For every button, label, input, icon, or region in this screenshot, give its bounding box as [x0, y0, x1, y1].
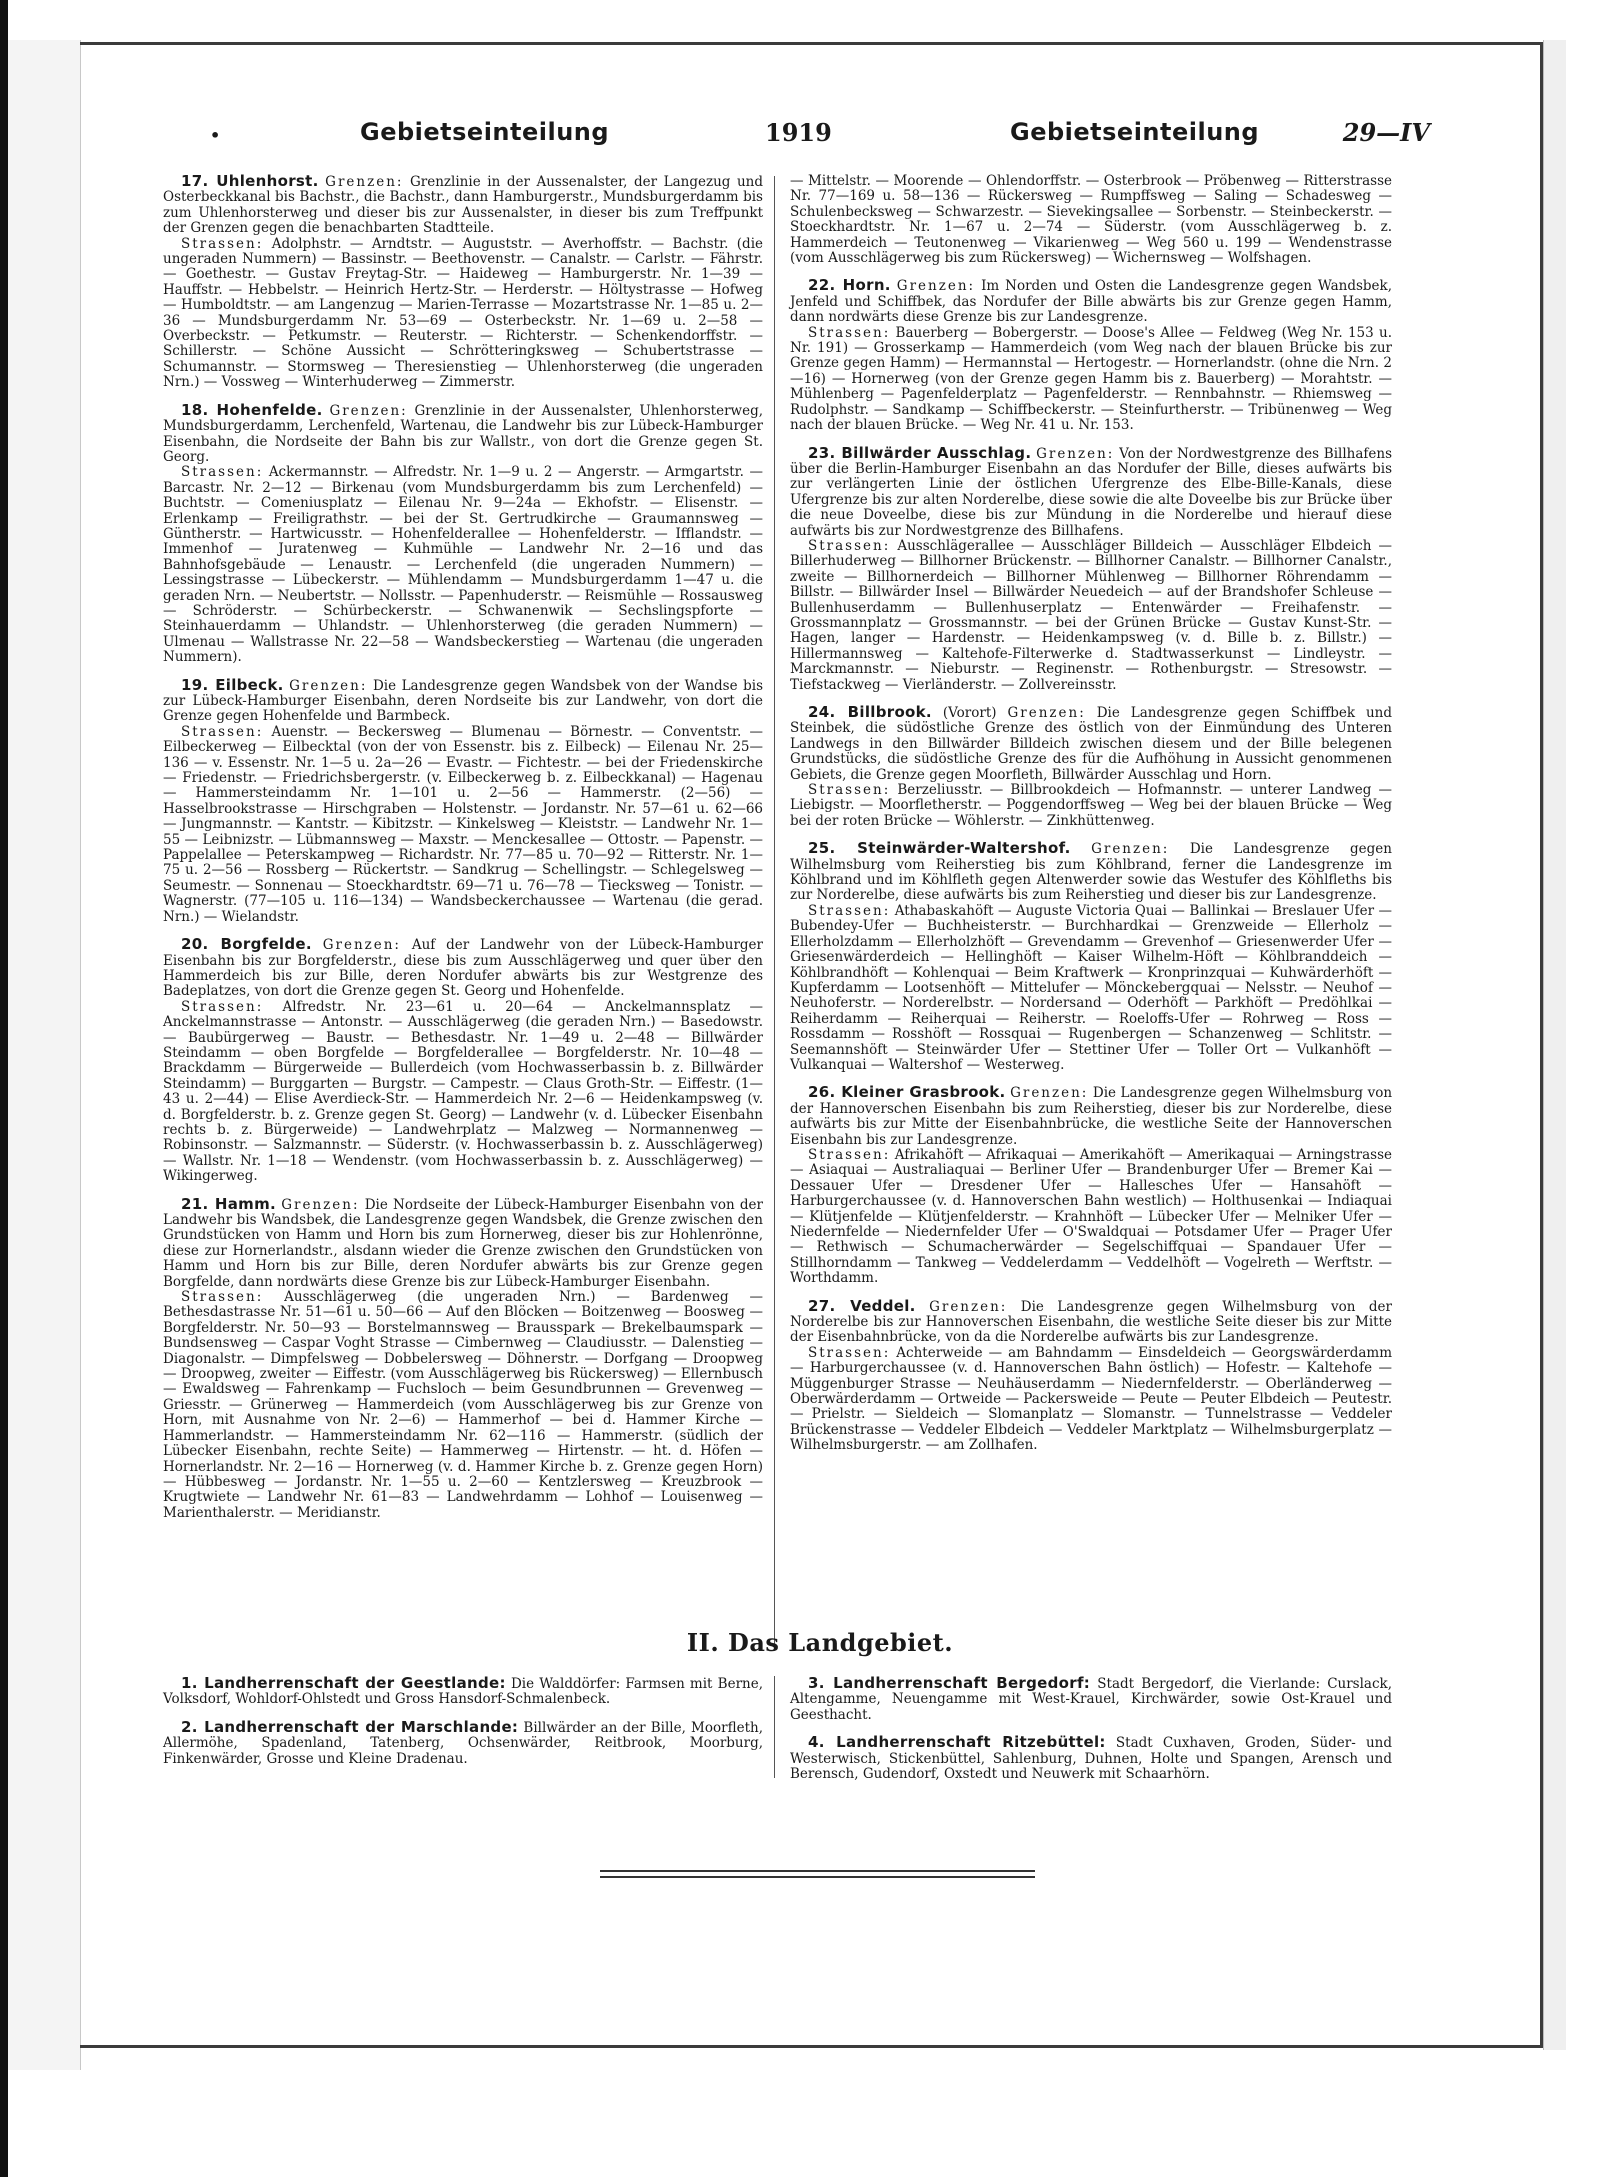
district-name: 22. Horn. [808, 276, 891, 295]
district-name: 17. Uhlenhorst. [181, 172, 319, 190]
left-column [163, 174, 763, 1533]
page-number: 29—IV [1342, 118, 1430, 147]
district-grenzen: 19. Eilbeck. Grenzen: Die Landesgrenze gegen Wandsbek von der Wandse bis zur Lübeck-Hamburger Eisenbahn, deren Nordseite bis zur Landwehr, von dort die Grenze gegen Hohenfelde und Barmbeck. [163, 675, 763, 725]
column-rule [774, 176, 775, 1646]
landherrenschaft-3: 3. Landherrenschaft Bergedorf: Stadt Bergedorf, die Vierlande: Curslack, Altengamme, Neuengamme mit West-Krauel, Kirchwärder, sowie Ost-Krauel und Geesthacht. [790, 1674, 1392, 1723]
landherrenschaft-name: 3. Landherrenschaft Bergedorf: [808, 1674, 1091, 1692]
section-title: II. Das Landgebiet. [686, 1628, 954, 1657]
end-rule-bottom [600, 1876, 1035, 1878]
header-right-title: Gebietseinteilung [1010, 118, 1260, 146]
district-name: 25. Steinwärder-Waltershof. [808, 839, 1071, 858]
district-name: 26. Kleiner Grasbrook. [808, 1083, 1006, 1102]
district-23 [790, 443, 1393, 694]
district-name: 19. Eilbeck. [181, 675, 284, 694]
landherrenschaft-4: 4. Landherrenschaft Ritzebüttel: Stadt Cuxhaven, Groden, Süder- und Westerwisch, Stickenbüttel, Sahlenburg, Duhnen, Holte und Spangen, Arensch und Berensch, Gudendorf, Oxstedt und Neuwerk mit Schaarhörn. [790, 1733, 1392, 1783]
landherrenschaft-name: 2. Landherrenschaft der Marschlande: [181, 1717, 519, 1736]
district-19 [163, 675, 763, 926]
header-left-title: Gebietseinteilung [360, 118, 610, 146]
district-name: 20. Borgfelde. [181, 935, 312, 954]
landherrenschaft-name: 1. Landherrenschaft der Geestlande: [181, 1674, 506, 1692]
landgebiet-column-rule [774, 1676, 775, 1778]
landherrenschaft-1: 1. Landherrenschaft der Geestlande: Die Walddörfer: Farmsen mit Berne, Volksdorf, Wohldorf-Ohlstedt und Gross Hansdorf-Schmalenbeck. [163, 1674, 763, 1708]
district-strassen: Strassen: Bauerberg — Bobergerstr. — Doose's Allee — Feldweg (Weg Nr. 153 u. Nr. 191) — Grosserkamp — Hammerdeich (vom Weg nach der blauen Brücke bis zur Grenze gegen Hamm) — Hermannstal — Hertogestr. — Hornerlandstr. (ohne die Nrn. 2—16) — Hornerweg (von der Grenze gegen Hamm bis z. Bauerberg) — Morahtstr. — Mühlenberg — Pagenfelderplatz — Pagenfelderstr. — Rennbahnstr. — Rhiemsweg — Rudolphstr. — Sandkamp — Schiffbeckerstr. — Steinfurtherstr. — Tribünenweg — Weg nach der blauen Brücke. — Weg Nr. 41 u. Nr. 153. [790, 324, 1392, 434]
district-27 [790, 1296, 1392, 1454]
continued-streets: — Mittelstr. — Moorende — Ohlendorffstr. — Osterbrook — Pröbenweg — Ritterstrasse Nr. 77—169 u. 58—136 — Rückersweg — Rumpffsweg — Saling — Schadesweg — Schulenbecksweg — Schwarzestr. — Sievekingsallee — Sorbenstr. — Steinbeckerstr. — Stoeckhardtstr. Nr. 1—67 u. 2—74 — Süderstr. (vom Ausschlägerweg b. z. Hammerdeich — Teutonenweg — Vikarienweg — Weg 560 u. 199 — Wendenstrasse (vom Ausschlägerweg bis zum Rückersweg) — Wichernsweg — Wolfshagen. [790, 173, 1392, 267]
district-20 [163, 937, 763, 1185]
district-name: 27. Veddel. [808, 1296, 916, 1315]
landgebiet-right [790, 1676, 1392, 1794]
district-name: 18. Hohenfelde. [181, 400, 323, 419]
district-grenzen: 25. Steinwärder-Waltershof. Grenzen: Die Landesgrenze gegen Wilhelmsburg vom Reiherstieg bis zum Köhlbrand, ferner die Landesgrenze im Köhlbrand und im Köhlfleth gegen Altenwerder sowie das Westufer des Köhlfleths bis zur Norderelbe, diese aufwärts bis zum Reiherstieg und dieser bis zur Landesgrenze. [790, 839, 1392, 904]
header-year: 1919 [765, 118, 832, 147]
scan-edge [0, 0, 8, 2177]
page-edge-shadow [1543, 40, 1566, 2050]
district-21-continued [790, 174, 1392, 266]
district-26 [790, 1085, 1392, 1286]
district-strassen: Strassen: Auenstr. — Beckersweg — Blumenau — Börnestr. — Conventstr. — Eilbeckerweg — Eilbecktal (von der von Essenstr. bis z. Eilbeck) — Eilenau Nr. 25—136 — v. Essenstr. Nr. 1—5 u. 2a—26 — Evastr. — Fichtestr. — bei der Friedenskirche — Friedenstr. — Friedrichsbergerstr. (v. Eilbeckerweg b. z. Eilbeckkanal) — Hagenau — Hammersteindamm Nr. 1—101 u. 2—56 — Hammerstr. (2—56) — Hasselbrookstrasse — Hirschgraben — Holstenstr. — Jordanstr. Nr. 57—61 u. 62—66 — Jungmannstr. — Kantstr. — Kibitzstr. — Kinkelsweg — Kleiststr. — Landwehr Nr. 1—55 — Leibnizstr. — Lübmannsweg — Maxstr. — Menckesallee — Ottostr. — Papenstr. — Pappelallee — Peterskampweg — Richardstr. Nr. 77—85 u. 70—92 — Ritterstr. Nr. 1—75 u. 2—56 — Rossberg — Rückertstr. — Sandkrug — Schellingstr. — Schlegelsweg — Seumestr. — Sonnenau — Stoeckhardtstr. 69—71 u. 76—78 — Tiecksweg — Tonistr. — Wagnerstr. (77—105 u. 116—134) — Wandsbeckerchaussee — Wartenau (die gerad. Nrn.) — Wielandstr. [163, 723, 763, 925]
district-strassen: Strassen: Alfredstr. Nr. 23—61 u. 20—64 — Anckelmannsplatz — Anckelmannstrasse — Antonstr. — Ausschlägerweg (die geraden Nrn.) — Basedowstr. — Baubürgerweg — Baustr. — Bethesdastr. Nr. 1—49 u. 2—48 — Billwärder Steindamm — oben Borgfelde — Borgfelderallee — Borgfelderstr. Nr. 10—48 — Brackdamm — Bürgerweide — Bullerdeich (vom Hochwasserbassin b. z. Billwärder Steindamm) — Burggarten — Burgstr. — Campestr. — Claus Groth-Str. — Eiffestr. (1—43 u. 2—44) — Elise Averdieck-Str. — Hammerdeich Nr. 2—6 — Heidenkampsweg (v. d. Borgfelderstr. b. z. Grenze gegen St. Georg) — Landwehr (v. d. Lübecker Eisenbahn rechts b. z. Bürgerweide) — Landwehrplatz — Malzweg — Normannenweg — Robinsonstr. — Salzmannstr. — Süderstr. (v. Hochwasserbassin b. z. Ausschlägerweg) — Wallstr. Nr. 1—18 — Wendenstr. (vom Hochwasserbassin b. z. Ausschlägerweg) — Wikingerweg. [163, 998, 763, 1185]
district-strassen: Strassen: Berzeliusstr. — Billbrookdeich — Hofmannstr. — unterer Landweg — Liebigstr. — Moorfletherstr. — Poggendorffsweg — Weg bei der blauen Brücke — Weg bei der roten Brücke — Wöhlerstr. — Zinkhüttenweg. [790, 782, 1392, 829]
district-grenzen: 18. Hohenfelde. Grenzen: Grenzlinie in der Aussenalster, Uhlenhorsterweg, Mundsburgerdamm, Lerchenfeld, Wartenau, die Landwehr bis zur Lübeck-Hamburger Eisenbahn, die Nordseite der Bahn bis zur Wallstr., von dort die Grenze gegen St. Georg. [163, 400, 764, 465]
header-mark: • [210, 126, 221, 145]
district-name: 23. Billwärder Ausschlag. [808, 443, 1032, 462]
district-strassen: Strassen: Adolphstr. — Arndtstr. — Auguststr. — Averhoffstr. — Bachstr. (die ungeraden Nummern) — Bassinstr. — Beethovenstr. — Canalstr. — Carlstr. — Fährstr. — Goethestr. — Gustav Freytag-Str. — Haideweg — Hamburgerstr. Nr. 1—39 — Hauffstr. — Hebbelstr. — Heinrich Hertz-Str. — Herderstr. — Höltystrasse — Hofweg — Humboldtstr. — am Langenzug — Marien-Terrasse — Mozartstrasse Nr. 1—85 u. 2—36 — Mundsburgerdamm Nr. 53—69 — Osterbeckstr. Nr. 1—69 u. 2—58 — Overbeckstr. — Petkumstr. — Reuterstr. — Richterstr. — Schenkendorffstr. — Schillerstr. — Schöne Aussicht — Schrötteringksweg — Schubertstrasse — Schumannstr. — Stormsweg — Theresienstieg — Uhlenhorsterweg (die ungeraden Nrn.) — Vossweg — Winterhuderweg — Zimmerstr. [163, 235, 764, 391]
district-grenzen: 20. Borgfelde. Grenzen: Auf der Landwehr von der Lübeck-Hamburger Eisenbahn bis zur Borgfelderstr., diese bis zum Ausschlägerweg und quer über den Hammerdeich bis zur Bille, deren Nordufer abwärts bis zur Westgrenze des Badeplatzes, von dort die Grenze gegen St. Georg und Hohenfelde. [163, 935, 763, 1000]
landherrenschaft-2: 2. Landherrenschaft der Marschlande: Billwärder an der Bille, Moorfleth, Allermöhe, Spadenland, Tatenberg, Ochsenwärder, Reitbrook, Moorburg, Finkenwärder, Grosse und Kleine Dradenau. [163, 1717, 763, 1767]
end-rule-top [600, 1870, 1035, 1872]
running-header [200, 118, 1430, 158]
district-grenzen: 27. Veddel. Grenzen: Die Landesgrenze gegen Wilhelmsburg von der Norderelbe bis zur Hannoverschen Eisenbahn, die westliche Seite dieser bis zur Mitte der Eisenbahnbrücke, von da die Norderelbe aufwärts bis zur Landesgrenze. [790, 1296, 1392, 1346]
district-grenzen: 23. Billwärder Ausschlag. Grenzen: Von der Nordwestgrenze des Billhafens über die Berlin-Hamburger Eisenbahn an das Nordufer der Bille, dieses aufwärts bis zur verlängerten Linie der östlichen Ufergrenze des Elbe-Bille-Kanals, diese Ufergrenze bis zur alten Norderelbe, diese sowie die alte Doveelbe bis zur Brücke über die neue Doveelbe, diese bis zur Mündung in die Norderelbe und hierauf diese aufwärts bis zur Nordwestgrenze des Billhafens. [790, 443, 1393, 539]
district-grenzen: 24. Billbrook. (Vorort) Grenzen: Die Landesgrenze gegen Schiffbek und Steinbek, die südöstliche Grenze des östlich von der Einmündung des Unteren Landwegs in den Billwärder Billdeich zwischen diesem und der Bille belegenen Grundstücks, die südöstliche Grenze des für die Aufhöhung in Aussicht genommenen Gebiets, die Grenze gegen Moorfleth, Billwärder Ausschlag und Horn. [790, 703, 1392, 783]
district-25 [790, 841, 1392, 1073]
landgebiet-left [163, 1676, 763, 1779]
district-21 [163, 1194, 764, 1522]
district-name: 21. Hamm. [181, 1194, 277, 1213]
district-18 [163, 400, 764, 666]
district-strassen: Strassen: Afrikahöft — Afrikaquai — Amerikahöft — Amerikaquai — Arningstrasse — Asiaquai — Australiaquai — Berliner Ufer — Brandenburger Ufer — Bremer Kai — Dessauer Ufer — Dresdener Ufer — Hallesches Ufer — Hansahöft — Harburgerchaussee (v. d. Hannoverschen Bahn westlich) — Holthusenkai — Indiaquai — Klütjenfelde — Klütjenfelderstr. — Krahnhöft — Lübecker Ufer — Melniker Ufer — Niedernfelde — Niedernfelder Ufer — O'Swaldquai — Potsdamer Ufer — Prager Ufer — Rethwisch — Schumacherwärder — Segelschiffquai — Spandauer Ufer — Stillhorndamm — Tankweg — Veddelerdamm — Veddelhöft — Vogelreth — Werftstr. — Worthdamm. [790, 1146, 1392, 1287]
district-strassen: Strassen: Ackermannstr. — Alfredstr. Nr. 1—9 u. 2 — Angerstr. — Armgartstr. — Barcastr. Nr. 2—12 — Birkenau (vom Mundsburgerdamm bis zum Lerchenfeld) — Buchtstr. — Comeniusplatz — Eilenau Nr. 9—24a — Ekhofstr. — Elisenstr. — Erlenkamp — Freiligrathstr. — bei der St. Gertrudkirche — Graumannsweg — Güntherstr. — Hartwicusstr. — Hohenfelderallee — Hohenfelderstr. — Ifflandstr. — Immenhof — Juratenweg — Kuhmühle — Landwehr Nr. 2—16 und das Bahnhofsgebäude — Lenaustr. — Lerchenfeld (die ungeraden Nummern) — Lessingstrasse — Lübeckerstr. — Mühlendamm — Mundsburgerdamm 1—47 u. die geraden Nrn. — Neubertstr. — Nollsstr. — Papenhuderstr. — Reismühle — Rossausweg — Schröderstr. — Schürbeckerstr. — Schwanenwik — Sechslingspforte — Steinhauerdamm — Uhlandstr. — Uhlenhorsterweg (die geraden Nummern) — Ulmenau — Wallstrasse Nr. 22—58 — Wandsbeckerstieg — Wartenau (die ungeraden Nummern). [163, 464, 763, 666]
district-strassen: Strassen: Ausschlägerweg (die ungeraden Nrn.) — Bardenweg — Bethesdastrasse Nr. 51—61 u. 50—66 — Auf den Blöcken — Boitzenweg — Boosweg — Borgfelderstr. Nr. 50—93 — Borstelmannsweg — Brausspark — Brekelbaumspark — Bundsensweg — Caspar Voght Strasse — Cimbernweg — Claudiusstr. — Dalenstieg — Diagonalstr. — Dimpfelsweg — Dobbelersweg — Döhnerstr. — Dorfgang — Droopweg — Droopweg, zweiter — Eiffestr. (vom Ausschlägerweg bis Rückersweg) — Ellernbusch — Ewaldsweg — Fahrenkamp — Fuchsloch — beim Gesundbrunnen — Grevenweg — Griesstr. — Grünerweg — Hammerdeich (vom Ausschlägerweg bis zur Grenze von Horn, mit Ausnahme von Nr. 2—6) — Hammerhof — bei d. Hammer Kirche — Hammerlandstr. — Hammersteindamm Nr. 62—116 — Hammerstr. (südlich der Lübecker Eisenbahn, rechte Seite) — Hammerweg — Hirtenstr. — ht. d. Höfen — Hornerlandstr. Nr. 2—16 — Hornerweg (v. d. Hammer Kirche b. z. Grenze gegen Horn) — Hübbesweg — Jordanstr. Nr. 1—55 u. 2—60 — Kentzlersweg — Kreuzbrook — Krugtwiete — Landwehr Nr. 61—83 — Landwehrdamm — Lohhof — Louisenweg — Marienthalerstr. — Meridianstr. [163, 1289, 763, 1521]
district-strassen: Strassen: Athabaskahöft — Auguste Victoria Quai — Ballinkai — Breslauer Ufer — Bubendey-Ufer — Buchheisterstr. — Burchhardkai — Grenzweide — Ellerholz — Ellerholzdamm — Ellerholzhöft — Grevendamm — Grevenhof — Griesenwerder Ufer — Griesenwärderdeich — Hellinghöft — Kaiser Wilhelm-Höft — Köhlbranddeich — Köhlbrandhöft — Kohlenquai — Beim Kraftwerk — Kronprinzquai — Kuhwärderhöft — Kupferdamm — Lootsenhöft — Mittelufer — Mönckebergquai — Nelsstr. — Neuhof — Neuhoferstr. — Norderelbstr. — Nordersand — Oderhöft — Parkhöft — Predöhlkai — Reiherdamm — Reiherquai — Reiherstr. — Roeloffs-Ufer — Rohrweg — Ross — Rossdamm — Rosshöft — Rossquai — Rugenbergen — Schanzenweg — Schlitstr. — Seemannshöft — Steinwärder Ufer — Stettiner Ufer — Toller Ort — Vulkanhöft — Vulkanquai — Waltershof — Westerweg. [790, 902, 1392, 1073]
district-strassen: Strassen: Achterweide — am Bahndamm — Einsdeldeich — Georgswärderdamm — Harburgerchaussee (v. d. Hannoverschen Bahn östlich) — Hofestr. — Kaltehofe — Müggenburger Strasse — Neuhäuserdamm — Niedernfelderstr. — Oberländerweg — Oberwärderdamm — Ortweide — Packersweide — Peute — Peuter Elbdeich — Peutestr. — Prielstr. — Sieldeich — Slomanplatz — Slomanstr. — Tunnelstrasse — Veddeler Brückenstrasse — Veddeler Elbdeich — Veddeler Marktplatz — Wilhelmsburgerplatz — Wilhelmsburgerstr. — am Zollhafen. [790, 1344, 1392, 1454]
district-22 [790, 278, 1392, 433]
district-24 [790, 705, 1392, 829]
district-grenzen: 26. Kleiner Grasbrook. Grenzen: Die Landesgrenze gegen Wilhelmsburg von der Hannoverschen Eisenbahn bis zum Reiherstieg, dieser bis zur Norderelbe, diese aufwärts bis zur Mitte der Eisenbahnbrücke, die westliche Seite der Hannoverschen Eisenbahn bis zur Landesgrenze. [790, 1083, 1393, 1148]
district-grenzen: 17. Uhlenhorst. Grenzen: Grenzlinie in der Aussenalster, der Langezug und Osterbeckkanal bis Bachstr., die Bachstr., dann Hamburgerstr., Mundsburgerdamm bis zum Uhlenhorsterweg und dieser bis zur Aussenalster, in dieser bis zum Treffpunkt der Grenzen gegen die benachbarten Stadtteile. [163, 172, 764, 237]
landherrenschaft-name: 4. Landherrenschaft Ritzebüttel: [808, 1733, 1106, 1752]
district-grenzen: 22. Horn. Grenzen: Im Norden und Osten die Landesgrenze gegen Wandsbek, Jenfeld und Schiffbek, das Nordufer der Bille abwärts bis zur Grenze gegen Hamm, dann nordwärts diese Grenze bis zur Landesgrenze. [790, 276, 1393, 326]
district-grenzen: 21. Hamm. Grenzen: Die Nordseite der Lübeck-Hamburger Eisenbahn von der Landwehr bis Wandsbek, die Landesgrenze gegen Wandsbek, die Grenze zwischen den Grundstücken von Hamm und Horn bis zum Hornerweg, dieser bis zur Hohlenrönne, diese zur Hornerlandstr., alsdann wieder die Grenze zwischen den Grundstücken von Hamm und Horn bis zur Bille, deren Nordufer abwärts bis zur Grenze gegen Borgfelde, dann nordwärts diese Grenze bis zur Lübeck-Hamburger Eisenbahn. [163, 1194, 764, 1290]
district-name: 24. Billbrook. [808, 703, 932, 721]
facing-page-margin [8, 40, 81, 2070]
right-column [790, 174, 1392, 1466]
district-17 [163, 174, 763, 391]
district-strassen: Strassen: Ausschlägerallee — Ausschläger Billdeich — Ausschläger Elbdeich — Billerhuderweg — Billhorner Brückenstr. — Billhorner Canalstr. — Billhorner Canalstr., zweite — Billhornerdeich — Billhorner Mühlenweg — Billhorner Röhrendamm — Billstr. — Billwärder Insel — Billwärder Neuedeich — auf der Brandshofer Schleuse — Bullenhuserdamm — Bullenhuserplatz — Entenwärder — Freihafenstr. — Grossmannplatz — Grossmannstr. — bei der Grünen Brücke — Gustav Kunst-Str. — Hagen, langer — Hardenstr. — Heidenkampsweg (v. d. Bille b. z. Billstr.) — Hillermannsweg — Kaltehofe-Filterwerke d. Stadtwasserkunst — Lindleystr. — Marckmannstr. — Nieburstr. — Reginenstr. — Rothenburgstr. — Stresowstr. — Tiefstackweg — Vierländerstr. — Zollvereinsstr. [790, 537, 1392, 693]
